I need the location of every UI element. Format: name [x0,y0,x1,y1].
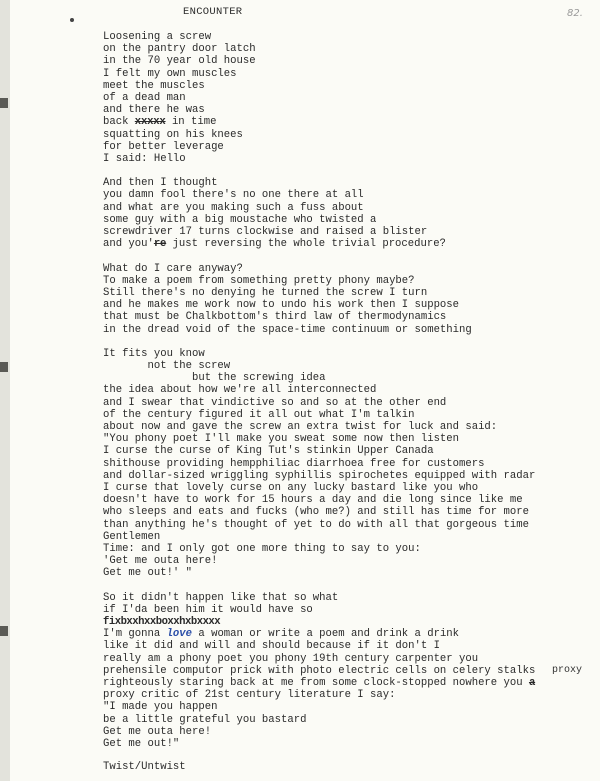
line-text: I'm gonna [103,628,167,641]
poem-line: 'Get me outa here! [103,555,218,568]
poem-line: of a dead man [103,91,186,104]
poem-signature: Twist/Untwist [103,761,186,773]
poem-line: some guy with a big moustache who twisted a [103,213,377,226]
margin-note: proxy [552,665,583,676]
poem-line: I curse the curse of King Tut's stinkin Upper Canada [103,445,434,458]
poem-line: be a little grateful you bastard [103,713,307,726]
poem-line: "You phony poet I'll make you sweat some now then listen [103,433,460,446]
poem-line: really am a phony poet you phony 19th century carpenter you [103,652,479,665]
poem-line: the idea about how we're all interconnected [103,384,377,397]
poem-line: To make a poem from something pretty phony maybe? [103,274,415,287]
poem-line: prehensile computor prick with photo electric cells on celery stalks [103,664,536,677]
poem-line: screwdriver 17 turns clockwise and raised a blister [103,226,428,238]
poem-line: And then I thought [103,177,218,190]
poem-line: I curse that lovely curse on any lucky bastard like you who [103,481,479,494]
line-text: back [103,116,135,129]
handwritten-correction: love [166,628,193,641]
poem-line: What do I care anyway? [103,262,243,275]
line-text: a woman or write a poem and drink a drink [192,628,460,641]
line-text: in time [165,116,217,129]
poem-line: squatting on his knees [103,128,243,141]
poem-line [103,616,535,628]
poem-line: in the dread void of the space-time continuum or something [103,323,472,336]
line-text: and you' [103,238,154,251]
poem-line: in the 70 year old house [103,55,256,68]
struck-text: a [528,676,536,689]
overtyped-text: fixbxxhxxboxxhxbxxxx [103,616,221,628]
struck-text: re [153,238,167,251]
poem-line: Loosening a screw [103,31,212,43]
poem-line: you damn fool there's no one there at all [103,189,364,202]
poem-line [103,628,535,640]
stanza-break [103,336,535,348]
page-number: 82. [567,8,583,19]
poem-line: who sleeps and eats and fucks (who me?) and still has time for more [103,506,529,519]
poem-line: and he makes me work now to undo his work then I suppose [103,299,460,312]
poem-line: and there he was [103,104,205,117]
poem-line: and I swear that vindictive so and so at the other end [103,396,447,409]
line-text: righteously staring back at me from some clock-stopped nowhere you [103,676,529,689]
poem-line: about now and gave the screw an extra twist for luck and said: [103,421,498,433]
poem-line: that must be Chalkbottom's third law of thermodynamics [103,311,447,324]
poem-line: It fits you know [103,347,205,360]
poem-line: Time: and I only got one more thing to say to you: [103,542,421,555]
poem-title: ENCOUNTER [183,6,243,18]
poem-line: Gentlemen [103,530,161,543]
poem-line: not the screw [103,360,231,373]
stanza-break [103,579,535,591]
poem-body [103,31,535,750]
poem-line: Still there's no denying he turned the screw I turn [103,286,428,299]
poem-line: meet the muscles [103,79,205,92]
poem-line: for better leverage [103,140,224,153]
ink-dot [70,18,74,22]
poem-line: doesn't have to work for 15 hours a day and die long since like me [103,494,523,507]
punch-hole [0,362,8,372]
poem-line: of the century figured it all out what I'm talkin [103,408,415,421]
poem-line: like it did and will and should because if it don't I [103,640,440,653]
punch-hole [0,626,8,636]
poem-line: and dollar-sized wriggling syphillis spirochetes equipped with radar [103,469,536,482]
poem-line: Get me outa here! [103,725,212,738]
stanza-break [103,250,535,262]
poem-line: on the pantry door latch [103,43,256,56]
punch-hole [0,98,8,108]
stanza-break [103,165,535,177]
poem-line: I said: Hello [103,152,186,165]
poem-line: So it didn't happen like that so what [103,591,339,604]
poem-line: if I'da been him it would have so [103,603,313,616]
poem-line: and what are you making such a fuss about [103,201,364,214]
line-text: just reversing the whole trivial procedure? [166,238,446,251]
struck-text: xxxxx [134,116,166,129]
poem-line [103,238,535,250]
poem-line: I felt my own muscles [103,67,237,80]
poem-line: proxy critic of 21st century literature I say: [103,689,396,702]
poem-line: than anything he's thought of yet to do with all that gorgeous time [103,518,529,531]
poem-line: but the screwing idea [103,372,326,385]
poem-line [103,677,535,689]
poem-line: shithouse providing hempphiliac diarrhoea free for customers [103,457,485,470]
poem-line [103,116,535,128]
poem-line: "I made you happen [103,701,218,714]
poem-line: Get me out!' " [103,567,193,580]
binder-edge [0,0,10,781]
poem-line: Get me out!" [103,737,180,750]
